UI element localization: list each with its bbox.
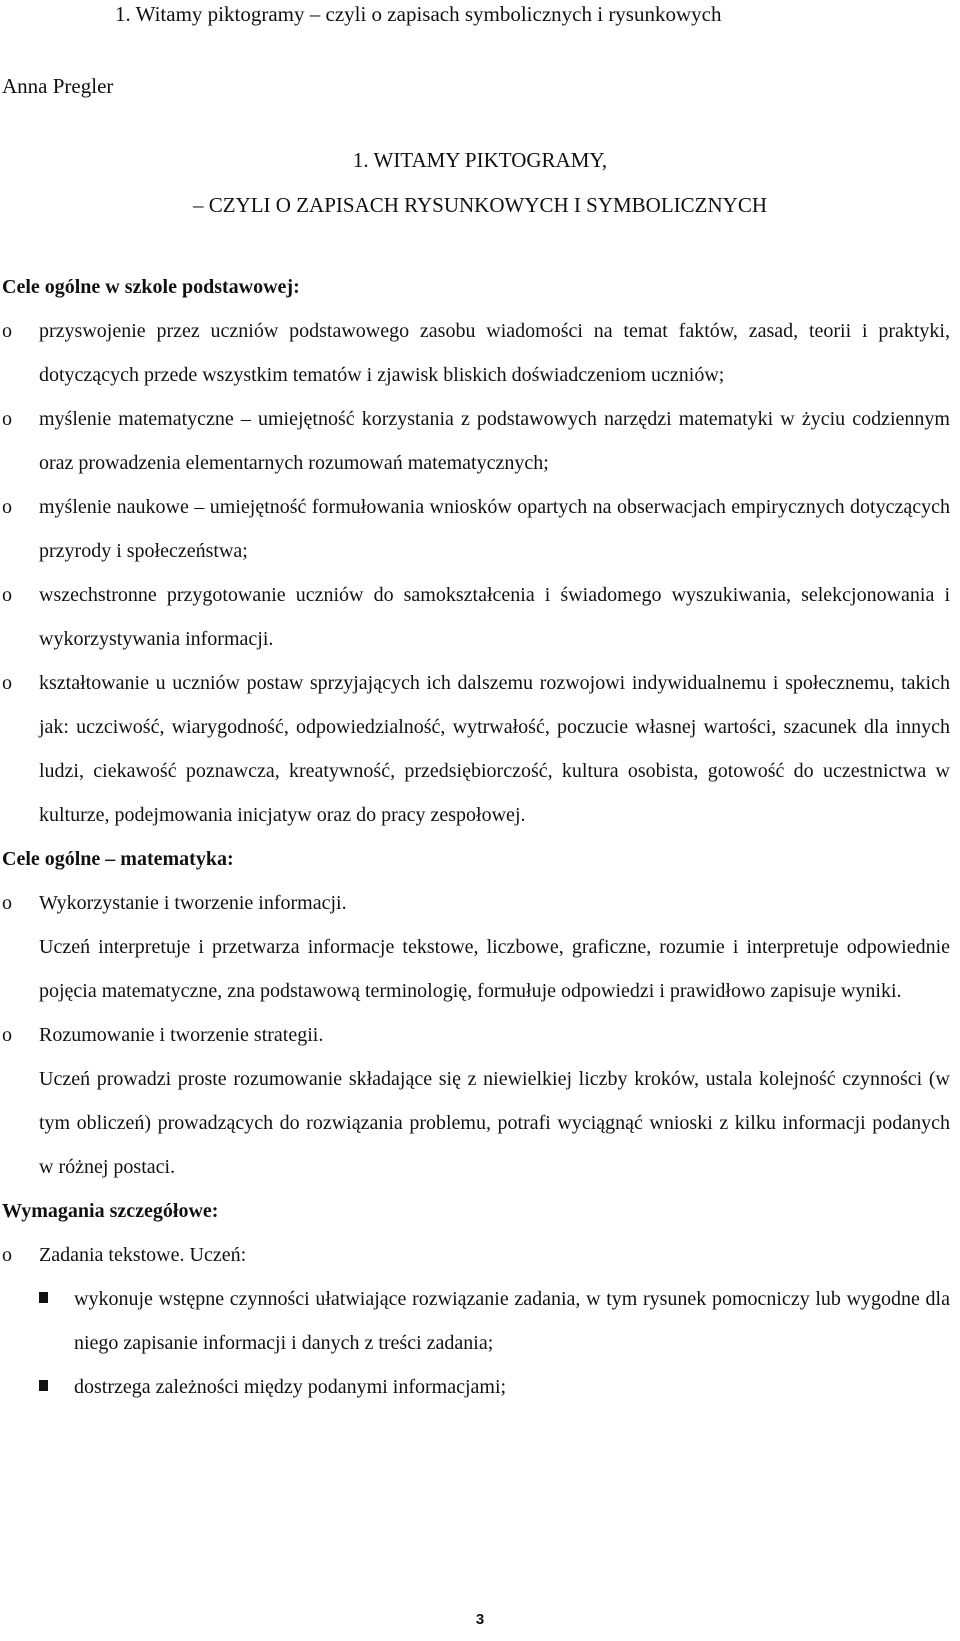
circle-bullet-icon: o <box>2 584 12 606</box>
list-item <box>2 1233 950 1277</box>
list-item <box>2 309 950 397</box>
running-header: 1. Witamy piktogramy – czyli o zapisach symbolicznych i rysunkowych <box>115 2 722 26</box>
list-item-text: przyswojenie przez uczniów podstawowego zasobu wiadomości na temat faktów, zasad, teorii i praktyki, dotyczących przede wszystkim tematów i zjawisk bliskich doświadczeniom uczniów; <box>39 320 950 386</box>
list-item-text: Zadania tekstowe. Uczeń: <box>39 1244 247 1266</box>
circle-bullet-icon: o <box>2 320 12 342</box>
chapter-title-line2: – CZYLI O ZAPISACH RYSUNKOWYCH I SYMBOLICZNYCH <box>192 193 768 217</box>
circle-bullet-icon: o <box>2 496 12 518</box>
list-item-description: Uczeń interpretuje i przetwarza informacje tekstowe, liczbowe, graficzne, rozumie i interpretuje odpowiednie pojęcia matematyczne, zna podstawową terminologię, formułuje odpowiedzi i prawidłowo zapisuje wyniki. <box>39 936 950 1002</box>
list-item <box>2 1013 950 1057</box>
page-number: 3 <box>475 1611 485 1628</box>
square-bullet-icon <box>39 1380 48 1391</box>
document-body <box>2 265 950 1409</box>
list-item-text: myślenie naukowe – umiejętność formułowania wniosków opartych na obserwacjach empirycznych dotyczących przyrody i społeczeństwa; <box>39 496 950 562</box>
list-item <box>2 397 950 485</box>
section-heading-detailed-requirements: Wymagania szczegółowe: <box>2 1200 219 1222</box>
sub-list-item <box>2 1277 950 1365</box>
circle-bullet-icon: o <box>2 1244 12 1266</box>
list-item-text: myślenie matematyczne – umiejętność korzystania z podstawowych narzędzi matematyki w życiu codziennym oraz prowadzenia elementarnych rozumowań matematycznych; <box>39 408 950 474</box>
sub-list-item-text: dostrzega zależności między podanymi informacjami; <box>74 1376 507 1398</box>
sub-list-item <box>2 1365 950 1409</box>
circle-bullet-icon: o <box>2 408 12 430</box>
square-bullet-icon <box>39 1292 48 1303</box>
chapter-title-line1: 1. WITAMY PIKTOGRAMY, <box>352 148 608 172</box>
list-item-text: wszechstronne przygotowanie uczniów do samokształcenia i świadomego wyszukiwania, selekcjonowania i wykorzystywania informacji. <box>39 584 950 650</box>
circle-bullet-icon: o <box>2 892 12 914</box>
list-item <box>2 881 950 925</box>
author-name: Anna Pregler <box>2 74 114 98</box>
list-item-label: Rozumowanie i tworzenie strategii. <box>39 1024 324 1046</box>
circle-bullet-icon: o <box>2 672 12 694</box>
list-item-text: kształtowanie u uczniów postaw sprzyjających ich dalszemu rozwojowi indywidualnemu i społecznemu, takich jak: uczciwość, wiarygodność, odpowiedzialność, wytrwałość, poczucie własnej wartości, szacunek dla innych ludzi, ciekawość poznawcza, kreatywność, przedsiębiorczość, kultura osobista, gotowość do uczestnictwa w kulturze, podejmowania inicjatyw oraz do pracy zespołowej. <box>39 672 950 826</box>
list-item-label: Wykorzystanie i tworzenie informacji. <box>39 892 347 914</box>
list-item-description: Uczeń prowadzi proste rozumowanie składające się z niewielkiej liczby kroków, ustala kolejność czynności (w tym obliczeń) prowadzących do rozwiązania problemu, potrafi wyciągnąć wnioski z kilku informacji podanych w różnej postaci. <box>39 1068 950 1178</box>
list-item <box>2 485 950 573</box>
sub-list-item-text: wykonuje wstępne czynności ułatwiające rozwiązanie zadania, w tym rysunek pomocniczy lub wygodne dla niego zapisanie informacji i danych z treści zadania; <box>74 1288 950 1354</box>
section-heading-general-goals: Cele ogólne w szkole podstawowej: <box>2 276 300 298</box>
section-heading-math-goals: Cele ogólne – matematyka: <box>2 848 234 870</box>
list-item <box>2 573 950 661</box>
list-item <box>2 661 950 837</box>
circle-bullet-icon: o <box>2 1024 12 1046</box>
